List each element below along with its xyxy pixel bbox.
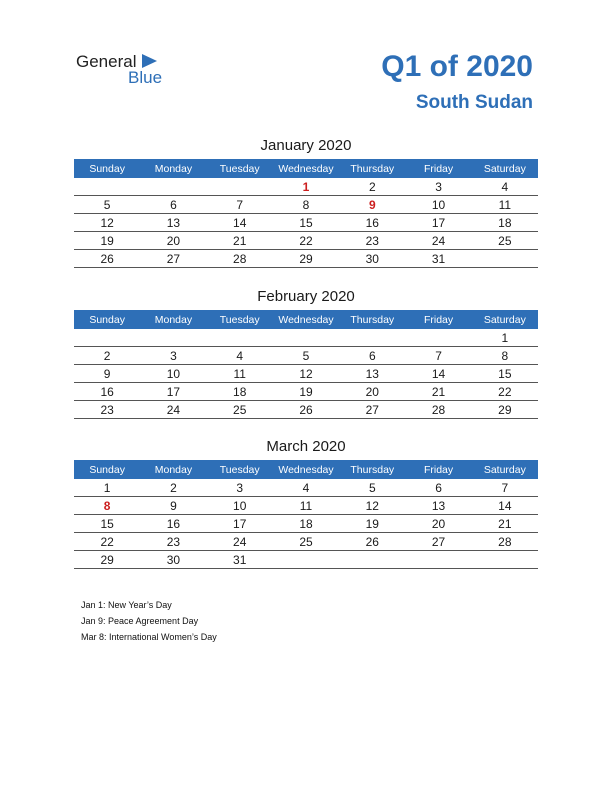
day-cell: 24 <box>431 233 446 248</box>
day-cell: 14 <box>431 366 446 381</box>
day-cell: 12 <box>299 366 313 381</box>
day-cell: 29 <box>498 402 512 417</box>
day-cell: 15 <box>299 215 313 230</box>
month-title: January 2020 <box>260 137 352 154</box>
day-cell: 18 <box>498 215 512 230</box>
day-cell: 16 <box>365 215 379 230</box>
day-cell: 20 <box>431 516 446 531</box>
logo-general-text: General <box>76 52 137 71</box>
holiday-note: Mar 8: International Women’s Day <box>81 632 217 642</box>
day-cell: 6 <box>368 348 376 363</box>
day-cell: 25 <box>233 402 247 417</box>
weekday-label: Tuesday <box>219 313 260 326</box>
day-cell: 29 <box>100 552 114 567</box>
week-row <box>74 214 538 232</box>
holiday-note: Jan 9: Peace Agreement Day <box>81 616 199 626</box>
day-cell: 4 <box>302 480 310 495</box>
day-cell: 1 <box>302 179 310 194</box>
day-cell: 14 <box>233 215 247 230</box>
weekday-header <box>74 460 538 479</box>
weekday-label: Monday <box>154 463 193 476</box>
weekday-label: Sunday <box>89 313 125 326</box>
day-cell: 1 <box>103 480 111 495</box>
day-cell: 27 <box>166 251 181 266</box>
weekday-label: Saturday <box>483 313 526 326</box>
month-calendar <box>74 135 538 268</box>
day-cell: 26 <box>100 251 114 266</box>
day-cell: 27 <box>365 402 379 417</box>
day-cell: 17 <box>233 516 247 531</box>
day-cell: 2 <box>368 179 376 194</box>
day-cell: 30 <box>166 552 181 567</box>
day-cell: 31 <box>431 251 446 266</box>
day-cell: 7 <box>435 348 442 363</box>
weekday-label: Sunday <box>89 162 125 175</box>
day-cell: 16 <box>166 516 181 531</box>
week-row <box>74 497 538 515</box>
day-cell: 30 <box>365 251 379 266</box>
day-cell: 19 <box>365 516 379 531</box>
day-cell: 3 <box>170 348 177 363</box>
day-cell: 8 <box>302 197 310 212</box>
day-cell: 24 <box>233 534 247 549</box>
day-cell: 10 <box>166 366 181 381</box>
week-row <box>74 401 538 419</box>
day-cell: 3 <box>236 480 244 495</box>
day-cell: 28 <box>498 534 512 549</box>
week-row <box>74 365 538 383</box>
day-cell: 27 <box>431 534 446 549</box>
week-row <box>74 479 538 497</box>
weekday-label: Wednesday <box>278 162 334 175</box>
weekday-label: Monday <box>154 313 193 326</box>
day-cell: 8 <box>103 498 111 513</box>
week-row <box>74 250 538 268</box>
weekday-label: Friday <box>423 162 454 175</box>
month-calendar <box>74 286 538 419</box>
country-subtitle: South Sudan <box>415 92 533 113</box>
day-cell: 18 <box>299 516 313 531</box>
day-cell: 9 <box>170 498 177 513</box>
day-cell: 11 <box>233 366 246 381</box>
day-cell: 1 <box>501 330 509 345</box>
day-cell: 2 <box>103 348 111 363</box>
holiday-notes <box>81 597 217 645</box>
weekday-label: Friday <box>423 463 454 476</box>
weekday-label: Wednesday <box>278 313 334 326</box>
holiday-note: Jan 1: New Year’s Day <box>81 600 172 610</box>
week-row <box>74 232 538 250</box>
weekday-label: Thursday <box>350 463 395 476</box>
week-row <box>74 178 538 196</box>
weekday-label: Sunday <box>89 463 125 476</box>
weekday-label: Saturday <box>483 162 526 175</box>
day-cell: 19 <box>100 233 114 248</box>
day-cell: 25 <box>299 534 313 549</box>
day-cell: 10 <box>233 498 247 513</box>
day-cell: 20 <box>166 233 181 248</box>
day-cell: 9 <box>368 197 376 212</box>
day-cell: 5 <box>368 480 376 495</box>
day-cell: 23 <box>166 534 181 549</box>
day-cell: 4 <box>501 179 509 194</box>
day-cell: 7 <box>501 480 509 495</box>
day-cell: 28 <box>233 251 247 266</box>
weekday-label: Tuesday <box>219 162 260 175</box>
day-cell: 6 <box>170 197 177 212</box>
week-row <box>74 515 538 533</box>
week-row <box>74 329 538 347</box>
day-cell: 17 <box>431 215 446 230</box>
week-row <box>74 347 538 365</box>
day-cell: 13 <box>365 366 379 381</box>
day-cell: 13 <box>431 498 446 513</box>
day-cell: 3 <box>435 179 442 194</box>
day-cell: 15 <box>100 516 114 531</box>
day-cell: 16 <box>100 384 114 399</box>
month-title: February 2020 <box>257 288 355 305</box>
day-cell: 10 <box>431 197 446 212</box>
day-cell: 31 <box>233 552 247 567</box>
day-cell: 11 <box>498 197 512 212</box>
month-calendar <box>74 436 538 569</box>
weekday-label: Thursday <box>350 313 395 326</box>
day-cell: 9 <box>103 366 111 381</box>
week-row <box>74 533 538 551</box>
weekday-label: Saturday <box>483 463 526 476</box>
month-title: March 2020 <box>266 438 346 455</box>
day-cell: 19 <box>299 384 313 399</box>
day-cell: 5 <box>103 197 111 212</box>
week-row <box>74 551 538 569</box>
day-cell: 23 <box>365 233 379 248</box>
weekday-label: Tuesday <box>219 463 260 476</box>
day-cell: 11 <box>299 498 313 513</box>
day-cell: 26 <box>365 534 379 549</box>
weekday-header <box>74 159 538 178</box>
day-cell: 12 <box>365 498 379 513</box>
day-cell: 4 <box>236 348 244 363</box>
day-cell: 28 <box>431 402 446 417</box>
weekday-label: Monday <box>154 162 193 175</box>
logo-triangle-icon <box>142 54 157 68</box>
day-cell: 21 <box>233 233 247 248</box>
day-cell: 14 <box>498 498 512 513</box>
weekday-label: Friday <box>423 313 454 326</box>
day-cell: 6 <box>435 480 442 495</box>
day-cell: 2 <box>170 480 177 495</box>
day-cell: 24 <box>166 402 181 417</box>
week-row <box>74 383 538 401</box>
weekday-label: Wednesday <box>278 463 334 476</box>
day-cell: 29 <box>299 251 313 266</box>
day-cell: 13 <box>166 215 181 230</box>
weekday-label: Thursday <box>350 162 395 175</box>
day-cell: 21 <box>498 516 512 531</box>
day-cell: 5 <box>302 348 310 363</box>
day-cell: 12 <box>100 215 114 230</box>
day-cell: 22 <box>498 384 512 399</box>
day-cell: 22 <box>299 233 313 248</box>
day-cell: 17 <box>166 384 181 399</box>
week-row <box>74 196 538 214</box>
day-cell: 25 <box>498 233 512 248</box>
day-cell: 18 <box>233 384 247 399</box>
day-cell: 26 <box>299 402 313 417</box>
day-cell: 21 <box>431 384 446 399</box>
day-cell: 20 <box>365 384 379 399</box>
page-title: Q1 of 2020 <box>381 50 533 83</box>
day-cell: 8 <box>501 348 509 363</box>
day-cell: 15 <box>498 366 512 381</box>
day-cell: 23 <box>100 402 114 417</box>
day-cell: 22 <box>100 534 114 549</box>
day-cell: 7 <box>236 197 244 212</box>
logo-blue-text: Blue <box>128 68 163 87</box>
logo <box>76 52 176 88</box>
weekday-header <box>74 310 538 329</box>
